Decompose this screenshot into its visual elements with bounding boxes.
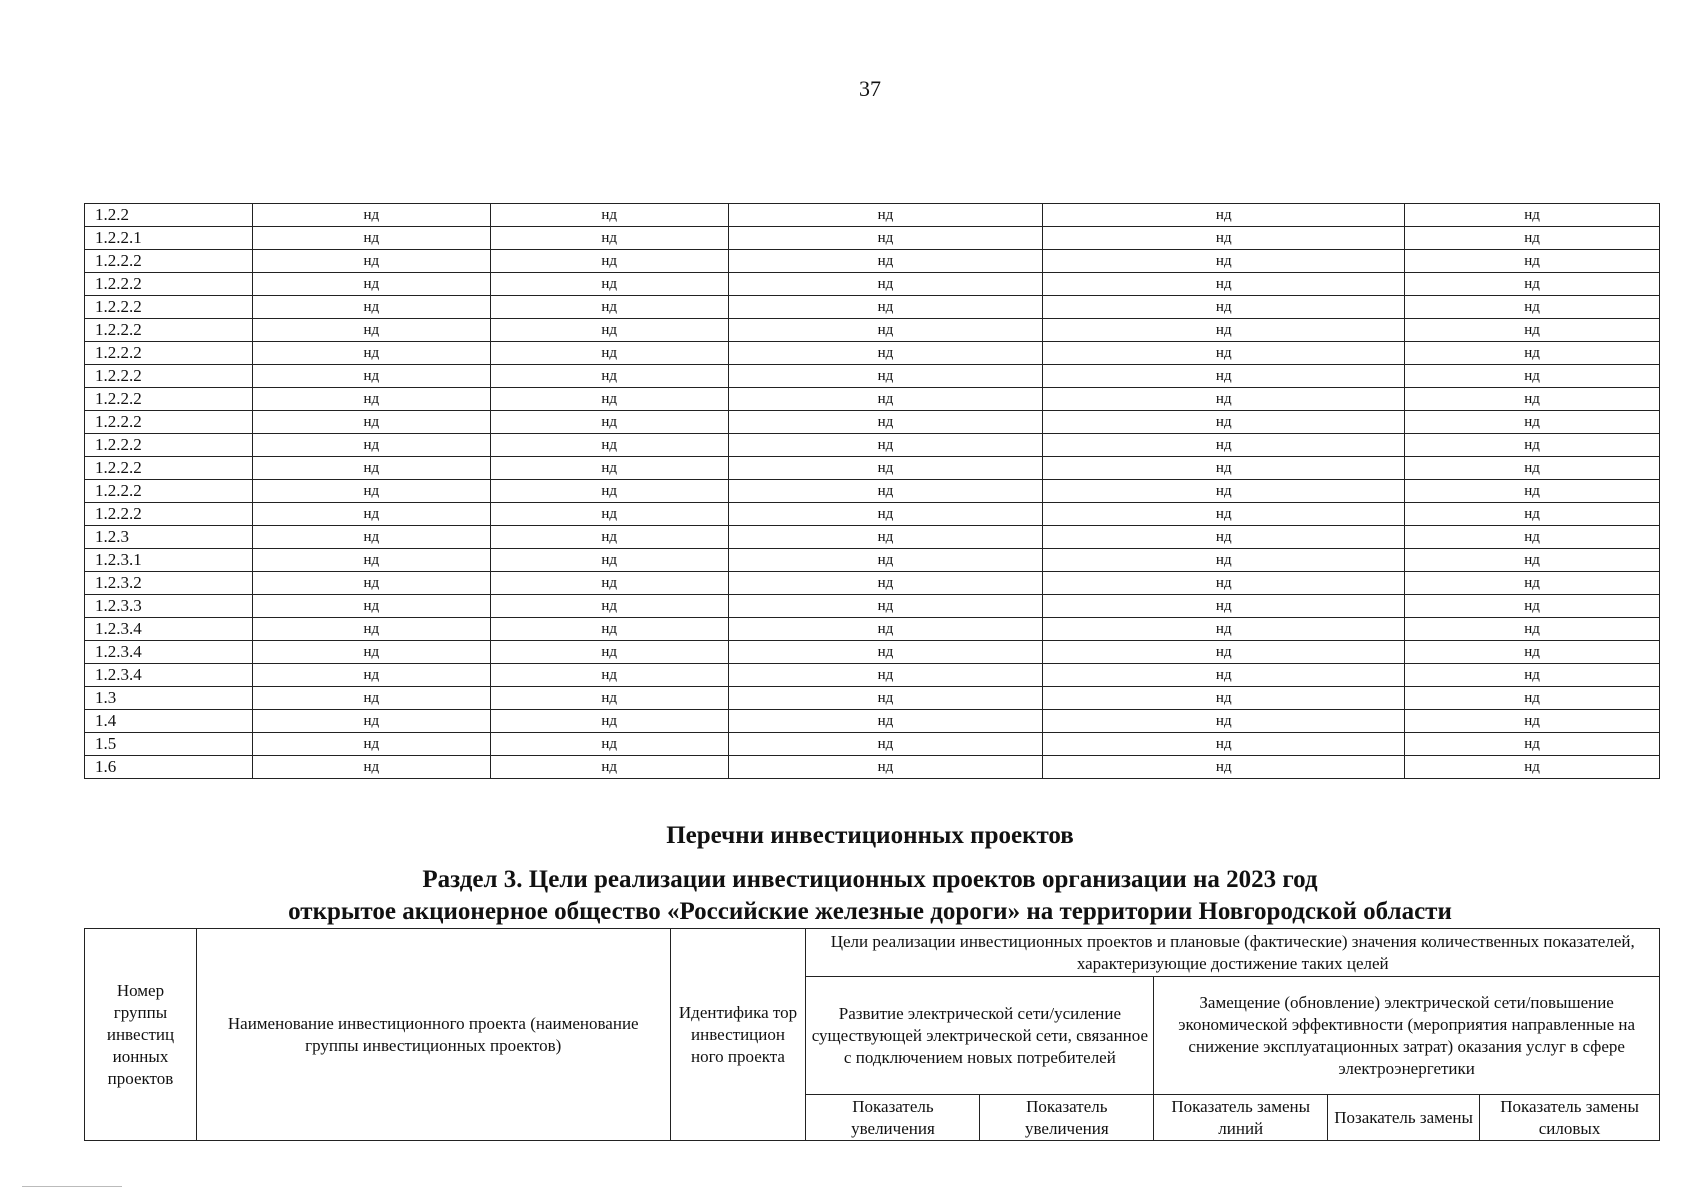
table-cell: нд <box>490 710 728 733</box>
table-cell: нд <box>490 572 728 595</box>
goals-header: Цели реализации инвестиционных проектов и плановые (фактические) значения количественных показателей, характеризующие достижение таких целей <box>806 929 1660 977</box>
table-row <box>85 342 1660 365</box>
table-cell: нд <box>1043 480 1405 503</box>
table-cell: нд <box>1043 526 1405 549</box>
table-row <box>85 595 1660 618</box>
table-cell: нд <box>490 687 728 710</box>
table-cell: нд <box>1405 595 1660 618</box>
identifier-header: Идентифика тор инвестицион ного проекта <box>670 929 806 1141</box>
table-cell: нд <box>490 664 728 687</box>
row-code: 1.2.2.1 <box>85 227 253 250</box>
row-code: 1.2.2.2 <box>85 296 253 319</box>
table-cell: нд <box>1043 756 1405 779</box>
table-row <box>85 687 1660 710</box>
row-code: 1.2.3 <box>85 526 253 549</box>
table-cell: нд <box>252 457 490 480</box>
table-row <box>85 204 1660 227</box>
table-cell: нд <box>1043 204 1405 227</box>
row-code: 1.2.3.1 <box>85 549 253 572</box>
table-cell: нд <box>490 388 728 411</box>
table-cell: нд <box>252 342 490 365</box>
row-code: 1.2.2.2 <box>85 411 253 434</box>
table-cell: нд <box>252 549 490 572</box>
table-cell: нд <box>490 641 728 664</box>
table-row <box>85 227 1660 250</box>
organization-title: открытое акционерное общество «Российские железные дороги» на территории Новгородской области <box>288 898 1452 925</box>
row-code: 1.2.2.2 <box>85 273 253 296</box>
table-cell: нд <box>728 273 1043 296</box>
row-code: 1.2.2.2 <box>85 365 253 388</box>
table-cell: нд <box>728 319 1043 342</box>
table-cell: нд <box>728 388 1043 411</box>
table-row <box>85 319 1660 342</box>
table-cell: нд <box>490 549 728 572</box>
table-cell: нд <box>1405 641 1660 664</box>
table-row <box>85 756 1660 779</box>
table-cell: нд <box>728 595 1043 618</box>
table-cell: нд <box>252 664 490 687</box>
development-header: Развитие электрической сети/усиление существующей электрической сети, связанное с подключением новых потребителей <box>806 977 1154 1095</box>
table-row <box>85 388 1660 411</box>
table-cell: нд <box>252 618 490 641</box>
table-cell: нд <box>490 733 728 756</box>
table-cell: нд <box>490 227 728 250</box>
table-cell: нд <box>252 227 490 250</box>
table-cell: нд <box>1043 733 1405 756</box>
table-row <box>85 710 1660 733</box>
table-cell: нд <box>1043 342 1405 365</box>
row-code: 1.4 <box>85 710 253 733</box>
table-cell: нд <box>1405 365 1660 388</box>
table-cell: нд <box>728 664 1043 687</box>
table-cell: нд <box>252 434 490 457</box>
table-cell: нд <box>1405 250 1660 273</box>
row-code: 1.2.3.4 <box>85 618 253 641</box>
table-cell: нд <box>1043 411 1405 434</box>
table-cell: нд <box>728 572 1043 595</box>
table-cell: нд <box>1405 273 1660 296</box>
table-cell: нд <box>252 296 490 319</box>
table-cell: нд <box>1405 710 1660 733</box>
table-cell: нд <box>1405 227 1660 250</box>
table-cell: нд <box>1405 342 1660 365</box>
table-cell: нд <box>1043 388 1405 411</box>
table-cell: нд <box>252 710 490 733</box>
row-code: 1.2.2.2 <box>85 250 253 273</box>
table-cell: нд <box>252 595 490 618</box>
table-cell: нд <box>252 641 490 664</box>
table-cell: нд <box>1043 664 1405 687</box>
table-cell: нд <box>490 618 728 641</box>
table-cell: нд <box>252 273 490 296</box>
table-cell: нд <box>490 480 728 503</box>
table-cell: нд <box>1043 273 1405 296</box>
indicator-header: Показатель замены силовых <box>1480 1095 1660 1141</box>
table-row <box>85 434 1660 457</box>
table-cell: нд <box>728 756 1043 779</box>
table-cell: нд <box>252 365 490 388</box>
table-cell: нд <box>728 457 1043 480</box>
table-cell: нд <box>1405 549 1660 572</box>
row-code: 1.6 <box>85 756 253 779</box>
row-code: 1.2.3.2 <box>85 572 253 595</box>
table-cell: нд <box>490 319 728 342</box>
table-row <box>85 549 1660 572</box>
table-cell: нд <box>1043 365 1405 388</box>
indicator-header: Позакатель замены <box>1328 1095 1480 1141</box>
data-table-body <box>85 204 1660 779</box>
table-cell: нд <box>1043 434 1405 457</box>
table-row <box>85 503 1660 526</box>
table-cell: нд <box>252 503 490 526</box>
list-title: Перечни инвестиционных проектов <box>666 822 1074 849</box>
table-cell: нд <box>252 572 490 595</box>
table-cell: нд <box>1043 457 1405 480</box>
table-cell: нд <box>728 641 1043 664</box>
table-row <box>85 411 1660 434</box>
row-code: 1.5 <box>85 733 253 756</box>
table-cell: нд <box>1043 296 1405 319</box>
table-row <box>85 572 1660 595</box>
table-cell: нд <box>490 273 728 296</box>
table-cell: нд <box>728 342 1043 365</box>
table-cell: нд <box>728 618 1043 641</box>
table-cell: нд <box>728 503 1043 526</box>
table-cell: нд <box>728 204 1043 227</box>
table-cell: нд <box>490 434 728 457</box>
table-cell: нд <box>1405 664 1660 687</box>
indicator-header: Показатель увеличения <box>980 1095 1154 1141</box>
table-row <box>85 641 1660 664</box>
replacement-header: Замещение (обновление) электрической сети/повышение экономической эффективности (мероприятия направленные на снижение эксплуатационных затрат) оказания услуг в сфере электроэнергетики <box>1154 977 1660 1095</box>
table-cell: нд <box>1043 572 1405 595</box>
table-cell: нд <box>1043 595 1405 618</box>
table-cell: нд <box>1043 641 1405 664</box>
table-cell: нд <box>252 756 490 779</box>
table-row <box>85 480 1660 503</box>
row-code: 1.2.2.2 <box>85 503 253 526</box>
table-cell: нд <box>1043 250 1405 273</box>
row-code: 1.2.2 <box>85 204 253 227</box>
table-cell: нд <box>1405 411 1660 434</box>
table-cell: нд <box>728 687 1043 710</box>
table-cell: нд <box>1405 480 1660 503</box>
table-cell: нд <box>252 733 490 756</box>
table-row <box>85 296 1660 319</box>
table-cell: нд <box>1405 434 1660 457</box>
table-cell: нд <box>1043 549 1405 572</box>
row-code: 1.2.2.2 <box>85 480 253 503</box>
page-number: 37 <box>859 76 881 101</box>
row-code: 1.2.3.3 <box>85 595 253 618</box>
row-code: 1.2.2.2 <box>85 388 253 411</box>
table-cell: нд <box>1405 572 1660 595</box>
table-cell: нд <box>1405 503 1660 526</box>
project-name-header: Наименование инвестиционного проекта (наименование группы инвестиционных проектов) <box>196 929 670 1141</box>
section-title: Раздел 3. Цели реализации инвестиционных проектов организации на 2023 год <box>422 866 1318 893</box>
row-code: 1.3 <box>85 687 253 710</box>
table-row <box>85 457 1660 480</box>
table-cell: нд <box>728 296 1043 319</box>
table-cell: нд <box>728 710 1043 733</box>
table-row <box>85 273 1660 296</box>
table-cell: нд <box>728 250 1043 273</box>
table-cell: нд <box>490 204 728 227</box>
row-code: 1.2.2.2 <box>85 434 253 457</box>
table-row <box>85 250 1660 273</box>
table-cell: нд <box>1043 710 1405 733</box>
table-cell: нд <box>490 365 728 388</box>
indicator-header: Показатель увеличения <box>806 1095 980 1141</box>
table-cell: нд <box>490 526 728 549</box>
table-cell: нд <box>252 319 490 342</box>
table-cell: нд <box>1405 388 1660 411</box>
table-row <box>85 733 1660 756</box>
row-code: 1.2.2.2 <box>85 457 253 480</box>
table-cell: нд <box>1405 296 1660 319</box>
table-cell: нд <box>252 480 490 503</box>
table-row <box>85 618 1660 641</box>
table-cell: нд <box>490 457 728 480</box>
row-code: 1.2.2.2 <box>85 342 253 365</box>
table-cell: нд <box>728 365 1043 388</box>
table-row <box>85 664 1660 687</box>
table-row <box>85 365 1660 388</box>
row-code: 1.2.3.4 <box>85 641 253 664</box>
row-code: 1.2.2.2 <box>85 319 253 342</box>
table-cell: нд <box>1043 227 1405 250</box>
table-cell: нд <box>728 480 1043 503</box>
table-cell: нд <box>1405 457 1660 480</box>
table-cell: нд <box>1405 733 1660 756</box>
table-cell: нд <box>490 250 728 273</box>
row-code: 1.2.3.4 <box>85 664 253 687</box>
table-cell: нд <box>490 411 728 434</box>
table-cell: нд <box>252 388 490 411</box>
table-cell: нд <box>728 411 1043 434</box>
table-cell: нд <box>728 434 1043 457</box>
table-cell: нд <box>490 756 728 779</box>
table-cell: нд <box>1043 319 1405 342</box>
table-cell: нд <box>1405 526 1660 549</box>
goals-header-table <box>84 928 1660 1141</box>
table-row <box>85 526 1660 549</box>
table-cell: нд <box>252 250 490 273</box>
table-cell: нд <box>252 411 490 434</box>
group-number-header: Номер группы инвестиц ионных проектов <box>85 929 197 1141</box>
table-cell: нд <box>1405 687 1660 710</box>
scan-mark <box>22 1186 122 1187</box>
table-cell: нд <box>490 595 728 618</box>
table-cell: нд <box>252 204 490 227</box>
table-cell: нд <box>1043 618 1405 641</box>
table-cell: нд <box>490 503 728 526</box>
data-table <box>84 203 1660 779</box>
table-cell: нд <box>1405 756 1660 779</box>
table-cell: нд <box>1405 319 1660 342</box>
table-cell: нд <box>728 549 1043 572</box>
table-cell: нд <box>1405 204 1660 227</box>
table-cell: нд <box>1043 503 1405 526</box>
indicator-header: Показатель замены линий <box>1154 1095 1328 1141</box>
table-cell: нд <box>252 526 490 549</box>
table-cell: нд <box>728 733 1043 756</box>
table-cell: нд <box>728 526 1043 549</box>
table-cell: нд <box>252 687 490 710</box>
table-cell: нд <box>490 342 728 365</box>
table-cell: нд <box>1405 618 1660 641</box>
table-cell: нд <box>1043 687 1405 710</box>
table-cell: нд <box>490 296 728 319</box>
table-cell: нд <box>728 227 1043 250</box>
